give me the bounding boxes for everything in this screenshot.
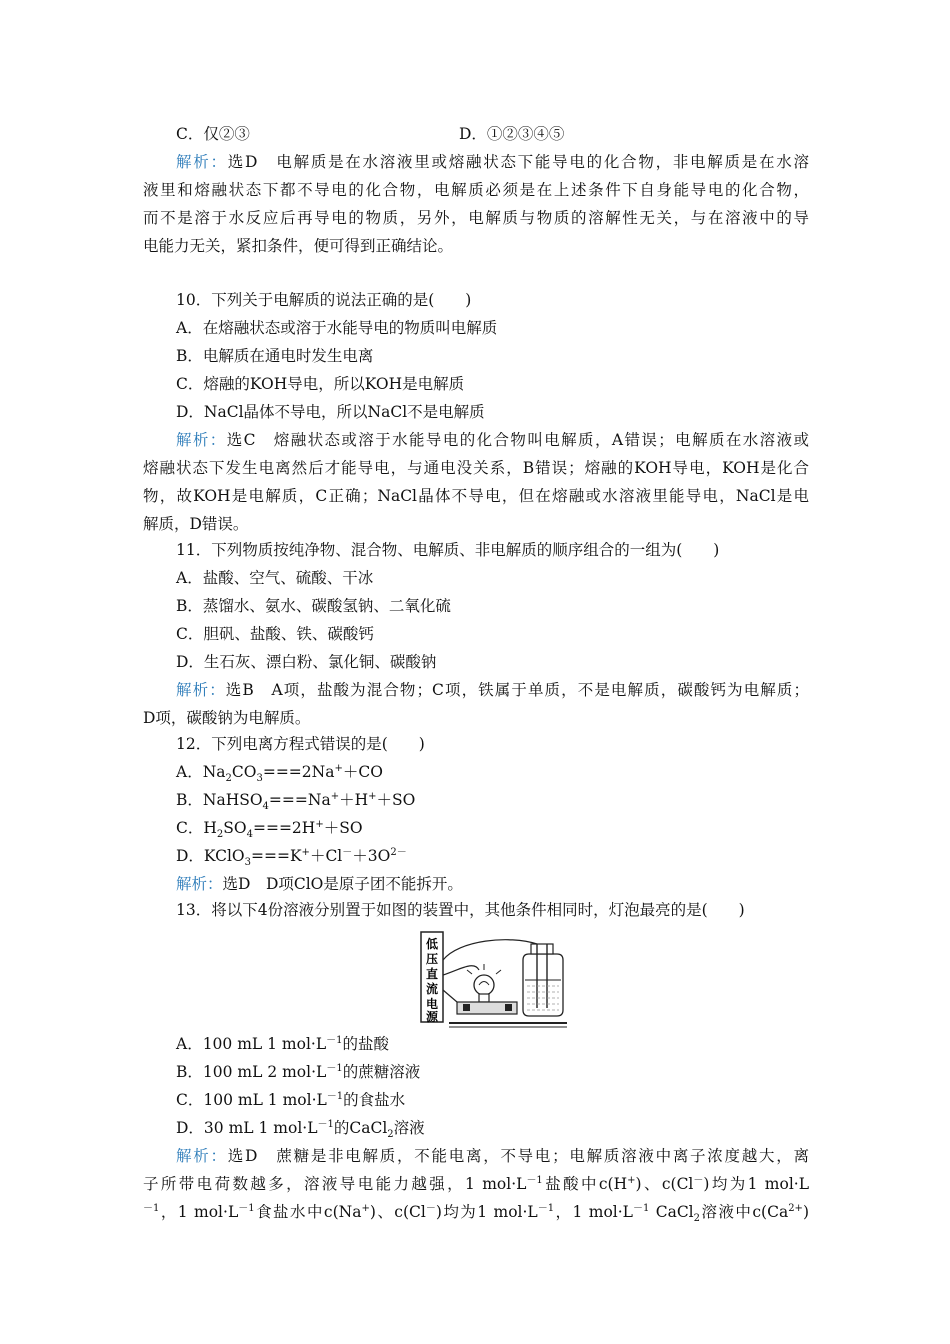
q13-option-d: D．30 mL 1 $mol\cdot L^{-1}$的CaCl$_2$溶液 (176, 1118, 425, 1141)
q11-option-b: B．蒸馏水、氨水、碳酸氢钠、二氧化硫 (176, 597, 451, 615)
power-supply-label-char: 电 (425, 997, 439, 1011)
q10-option-c: C．熔融的KOH导电，所以KOH是电解质 (176, 375, 465, 393)
power-supply-label-char: 低 (425, 937, 439, 951)
q9-solution-line: 电能力无关，紧扣条件，便可得到正确结论。 (143, 237, 454, 255)
q13-option-a: A．100 mL 1 $mol\cdot L^{-1}$的盐酸 (176, 1034, 390, 1053)
q11-stem: 11．下列物质按纯净物、混合物、电解质、非电解质的顺序组合的一组为( ) (176, 541, 720, 559)
q12-stem: 12．下列电离方程式错误的是( ) (176, 735, 425, 753)
beaker-stopper (531, 944, 553, 954)
conductivity-apparatus-figure (419, 930, 569, 1030)
q10-option-d: D．NaCl晶体不导电，所以NaCl不是电解质 (176, 403, 485, 421)
q13-solution-line: $^{-1}$，1 $mol\cdot L^{-1}$食盐水中c(Na+)、c(Cl－)均为1 $mol\cdot L^{-1}$，1 $mol\cdot L^{-1}$ CaCl$_2$溶液中$c(Ca^{2+})$ (143, 1202, 809, 1225)
q13-option-c: C．100 mL 1 $mol\cdot L^{-1}$的食盐水 (176, 1090, 406, 1109)
q12-option-d: D．$KClO_3===K^++Cl^-+3O^{2-}$ (176, 846, 407, 869)
q10-solution-line: 物，故KOH是电解质，C正确；NaCl晶体不导电，但在熔融或水溶液里能导电，NaCl是电 (143, 487, 809, 505)
q10-solution-line: 熔融状态下发生电离然后才能导电，与通电没关系，B错误；熔融的KOH导电，KOH是化合 (143, 459, 809, 477)
q12-solution-line: 解析：选D D项ClO是原子团不能拆开。 (176, 875, 463, 893)
q9-option-d: D．①②③④⑤ (459, 125, 565, 143)
q12-option-c: C．$H_2SO_4===2H^++SO$ (176, 818, 363, 841)
q10-stem: 10．下列关于电解质的说法正确的是( ) (176, 291, 472, 309)
q11-option-c: C．胆矾、盐酸、铁、碳酸钙 (176, 625, 374, 643)
q13-solution-line: 解析：选D 蔗糖是非电解质，不能电离，不导电；电解质溶液中离子浓度越大，离 (176, 1147, 809, 1165)
q12-option-b: B．NaHSO$_4$===Na+＋H+＋SO (176, 790, 416, 813)
q11-option-d: D．生石灰、漂白粉、氯化铜、碳酸钠 (176, 653, 437, 671)
power-supply-label-char: 直 (425, 967, 439, 981)
q11-option-a: A．盐酸、空气、硫酸、干冰 (176, 569, 374, 587)
q13-solution-line: 子所带电荷数越多，溶液导电能力越强，1 $mol\cdot L^{-1}$盐酸中c(H+)、c(Cl－)均为1 mol·L (143, 1174, 809, 1193)
q9-solution-line: 而不是溶于水反应后再导电的物质，另外，电解质与物质的溶解性无关，与在溶液中的导 (143, 209, 809, 227)
q11-solution-line: D项，碳酸钠为电解质。 (143, 709, 311, 727)
q9-option-c: C．仅②③ (176, 125, 250, 143)
q12-option-a: A．$Na_2CO_3===2Na^++CO$ (176, 762, 383, 785)
beaker (523, 954, 563, 1016)
q11-solution-line: 解析：选B A项，盐酸为混合物；C项，铁属于单质，不是电解质，碳酸钙为电解质； (176, 681, 809, 699)
q9-solution-line: 液里和熔融状态下都不导电的化合物，电解质必须是在上述条件下自身能导电的化合物， (143, 181, 809, 199)
q10-solution-line: 解质，D错误。 (143, 515, 249, 533)
q10-option-b: B．电解质在通电时发生电离 (176, 347, 374, 365)
power-supply-label-char: 压 (425, 952, 439, 966)
q13-option-b: B．100 mL 2 $mol\cdot L^{-1}$的蔗糖溶液 (176, 1062, 421, 1081)
power-supply-label-char: 流 (425, 982, 439, 996)
q10-option-a: A．在熔融状态或溶于水能导电的物质叫电解质 (176, 319, 498, 337)
q9-solution-line: 解析：选D 电解质是在水溶液里或熔融状态下能导电的化合物，非电解质是在水溶 (176, 153, 809, 171)
bulb-base (479, 994, 489, 1002)
q13-stem: 13．将以下4份溶液分别置于如图的装置中，其他条件相同时，灯泡最亮的是( ) (176, 901, 745, 919)
wire (443, 966, 479, 975)
bulb-icon (474, 975, 494, 995)
q10-solution-line: 解析：选C 熔融状态或溶于水能导电的化合物叫电解质，A错误；电解质在水溶液或 (176, 431, 809, 449)
power-supply-label-char: 源 (425, 1010, 439, 1024)
